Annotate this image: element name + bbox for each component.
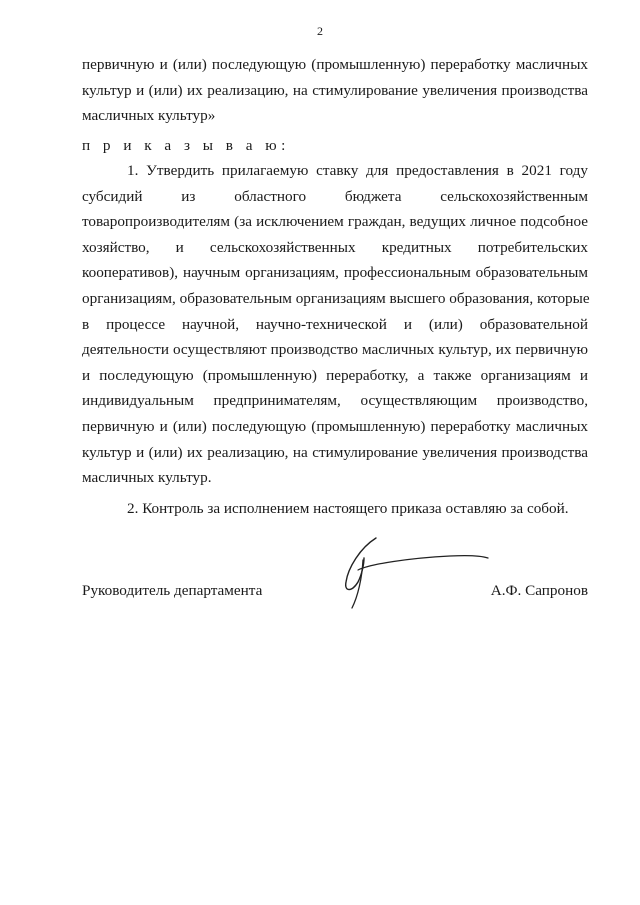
item-1-line: хозяйство, и сельскохозяйственных кредитных потребительских [82, 238, 588, 256]
item-1-line: 1. Утвердить прилагаемую ставку для предоставления в 2021 году [127, 162, 588, 179]
signer-name: А.Ф. Сапронов [490, 582, 588, 599]
position-title: Руководитель департамента [82, 582, 263, 599]
handwritten-signature [330, 530, 500, 620]
item-1-line: и последующую (промышленную) переработку, а также организациям и [82, 366, 588, 384]
item-1-paragraph [82, 158, 588, 491]
order-word-block [82, 133, 588, 159]
item-1-line: в процессе научной, научно-технической и (или) образовательной [82, 315, 588, 333]
item-2-paragraph [82, 496, 588, 522]
item-1-line: первичную и (или) последующую (промышленную) переработку масличных [82, 417, 588, 435]
item-1-line: деятельности осуществляют производство масличных культур, их первичную [82, 341, 588, 359]
item-1-line: индивидуальным предпринимателям, осуществляющим производство, [82, 392, 588, 410]
order-word: п р и к а з ы в а ю: [82, 137, 290, 154]
intro-line: первичную и (или) последующую (промышленную) переработку масличных [82, 56, 588, 73]
item-1-line: субсидий из областного бюджета сельскохозяйственным [82, 187, 588, 205]
intro-line: масличных культур» [82, 107, 216, 125]
item-1-line: культур и (или) их реализацию, на стимулирование увеличения производства [82, 443, 588, 461]
intro-paragraph [82, 52, 588, 129]
item-1-line: организациям, образовательным организациям высшего образования, которые [82, 289, 590, 307]
page-number: 2 [317, 24, 323, 38]
item-1-line: масличных культур. [82, 469, 212, 487]
item-1-line: кооперативов), научным организациям, профессиональным образовательным [82, 264, 588, 282]
item-1-line: товаропроизводителям (за исключением граждан, ведущих личное подсобное [82, 213, 588, 231]
item-2-line: 2. Контроль за исполнением настоящего приказа оставляю за собой. [127, 500, 569, 517]
intro-line: культур и (или) их реализацию, на стимулирование увеличения производства [82, 81, 588, 99]
